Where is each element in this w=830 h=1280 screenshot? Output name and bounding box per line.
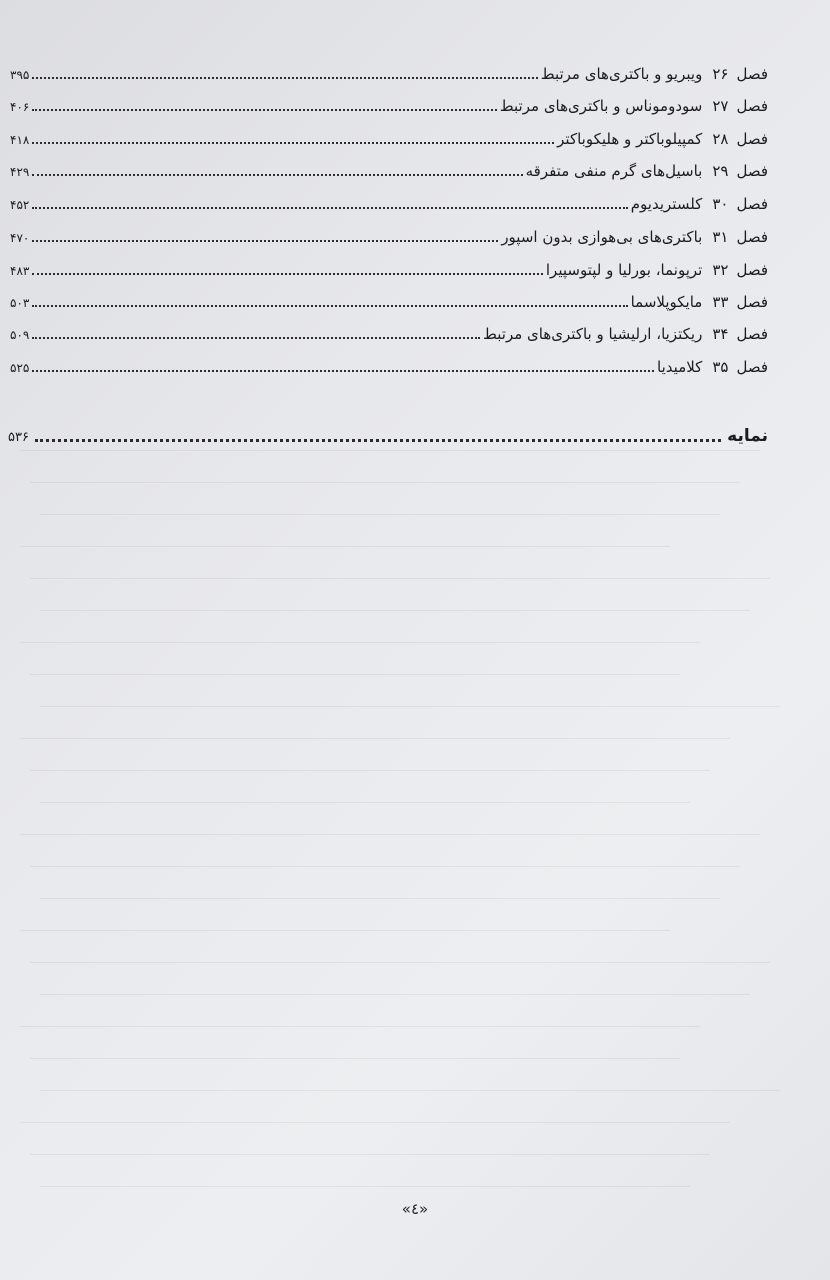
chapter-page-number: ۴۱۸: [10, 133, 30, 147]
dot-leader: [32, 108, 496, 111]
bleed-through-texture: [0, 380, 830, 1180]
chapter-page-number: ۴۷۰: [10, 231, 30, 245]
bleed-line: [20, 546, 670, 547]
bleed-line: [30, 962, 770, 963]
toc-entry[interactable]: [10, 125, 768, 149]
bleed-line: [40, 802, 690, 803]
toc-entry[interactable]: [10, 320, 768, 344]
bleed-line: [20, 1122, 730, 1123]
index-entry[interactable]: [8, 420, 768, 448]
chapter-title: کمپیلوباکتر و هلیکوباکتر: [557, 130, 703, 148]
chapter-title: باکتری‌های بی‌هوازی بدون اسپور: [501, 228, 703, 246]
toc-entry[interactable]: [10, 60, 768, 84]
dot-leader: [32, 272, 543, 275]
toc-entry[interactable]: [10, 256, 768, 280]
dot-leader: [32, 239, 498, 242]
bleed-line: [40, 994, 750, 995]
chapter-number: ۲۸: [712, 130, 729, 148]
bleed-line: [20, 930, 670, 931]
bleed-line: [30, 578, 770, 579]
dot-leader: [32, 369, 654, 372]
index-page-number: ۵۳۶: [8, 430, 29, 445]
chapter-page-number: ۴۰۶: [10, 100, 30, 114]
bleed-line: [20, 834, 760, 835]
chapter-title: ترپونما، بورلیا و لپتوسپیرا: [545, 261, 703, 279]
chapter-number: ۳۰: [712, 195, 729, 213]
toc-entry[interactable]: [10, 223, 768, 247]
chapter-number: ۳۱: [712, 228, 729, 246]
chapter-label: فصل: [736, 358, 768, 376]
dot-leader: [32, 141, 554, 144]
chapter-number: ۲۶: [712, 65, 729, 83]
chapter-label: فصل: [736, 130, 768, 148]
chapter-title: مایکوپلاسما: [630, 293, 703, 311]
dot-leader: [32, 336, 480, 339]
bleed-line: [40, 514, 720, 515]
chapter-label: فصل: [736, 325, 768, 343]
page-number-footer: «٤»: [401, 1200, 429, 1218]
chapter-number: ۳۳: [712, 293, 729, 311]
chapter-title: کلستریدیوم: [630, 195, 703, 213]
bleed-line: [30, 866, 740, 867]
dot-leader: [32, 304, 627, 307]
chapter-page-number: ۵۰۳: [10, 296, 30, 310]
chapter-label: فصل: [736, 261, 768, 279]
bleed-line: [20, 738, 730, 739]
toc-entry[interactable]: [10, 157, 768, 181]
bleed-line: [30, 674, 680, 675]
chapter-number: ۳۲: [712, 261, 729, 279]
chapter-title: سودوموناس و باکتری‌های مرتبط: [499, 97, 703, 115]
bleed-line: [30, 1058, 680, 1059]
toc-entry[interactable]: [10, 353, 768, 377]
chapter-label: فصل: [736, 195, 768, 213]
chapter-page-number: ۴۵۲: [10, 198, 30, 212]
dot-leader: [32, 206, 627, 209]
chapter-page-number: ۴۸۳: [10, 264, 30, 278]
toc-entry[interactable]: [10, 92, 768, 116]
toc-entry[interactable]: [10, 190, 768, 214]
bleed-line: [40, 706, 780, 707]
dot-leader: [32, 76, 537, 79]
chapter-label: فصل: [736, 293, 768, 311]
bleed-line: [40, 1090, 780, 1091]
bleed-line: [30, 770, 710, 771]
chapter-number: ۲۹: [712, 162, 729, 180]
table-of-contents: [0, 0, 830, 460]
bleed-line: [20, 642, 700, 643]
chapter-title: باسیل‌های گرم منفی متفرقه: [525, 162, 703, 180]
chapter-label: فصل: [736, 228, 768, 246]
bleed-line: [40, 610, 750, 611]
dot-leader: [35, 438, 721, 442]
chapter-number: ۳۴: [712, 325, 729, 343]
index-title: نمایه: [727, 426, 768, 446]
chapter-label: فصل: [736, 65, 768, 83]
chapter-page-number: ۴۲۹: [10, 165, 30, 179]
toc-entry[interactable]: [10, 288, 768, 312]
chapter-title: ویبریو و باکتری‌های مرتبط: [540, 65, 703, 83]
chapter-page-number: ۵۲۵: [10, 361, 30, 375]
dot-leader: [32, 173, 522, 176]
bleed-line: [30, 1154, 710, 1155]
chapter-title: ریکتزیا، ارلیشیا و باکتری‌های مرتبط: [483, 325, 703, 343]
bleed-line: [40, 1186, 690, 1187]
bleed-line: [30, 482, 740, 483]
chapter-number: ۳۵: [712, 358, 729, 376]
bleed-line: [40, 898, 720, 899]
chapter-page-number: ۵۰۹: [10, 328, 30, 342]
chapter-label: فصل: [736, 97, 768, 115]
chapter-label: فصل: [736, 162, 768, 180]
chapter-title: کلامیدیا: [657, 358, 703, 376]
chapter-number: ۲۷: [712, 97, 729, 115]
bleed-line: [20, 1026, 700, 1027]
chapter-page-number: ۳۹۵: [10, 68, 30, 82]
